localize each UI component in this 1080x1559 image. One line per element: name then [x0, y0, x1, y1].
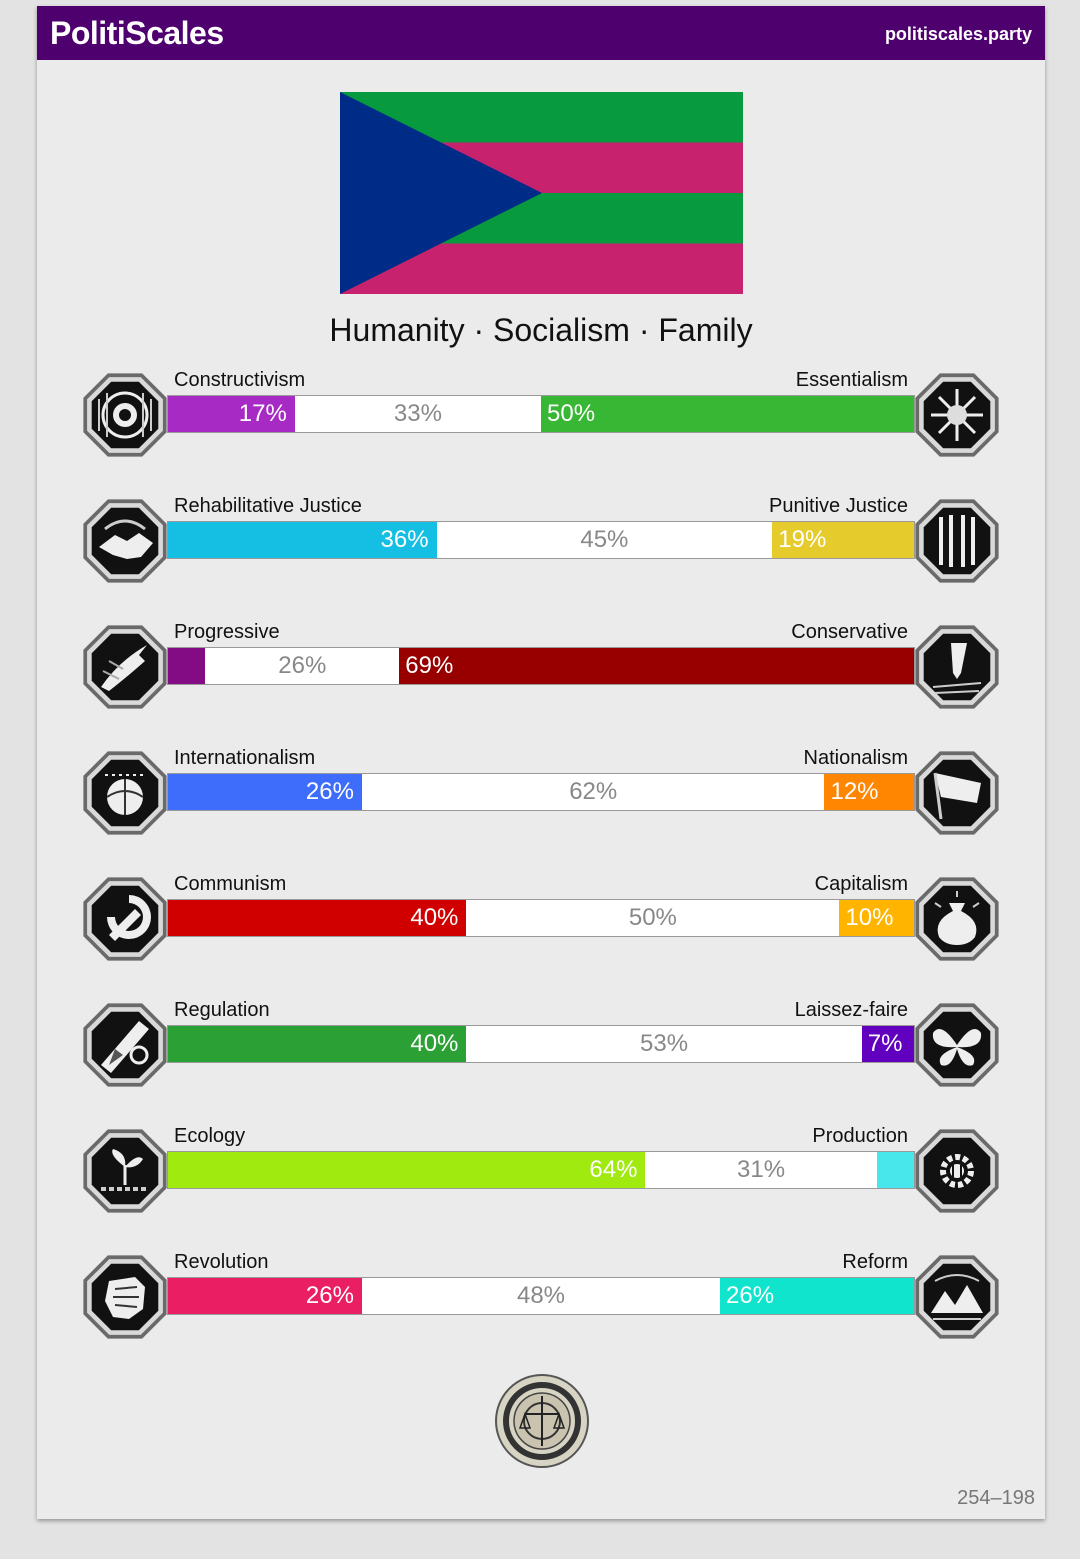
axis-right-label: Essentialism [795, 369, 908, 391]
axis-left-segment: 26% [168, 774, 362, 810]
axis-right-label: Conservative [791, 621, 908, 643]
axis-left-label: Revolution [174, 1251, 269, 1273]
axis-right-label: Production [812, 1125, 908, 1147]
axis-left-segment: 40% [168, 900, 466, 936]
axis-left-label: Progressive [174, 621, 280, 643]
axis-neutral-segment: 62% [569, 778, 618, 805]
axis-bar [167, 899, 915, 937]
butterfly-icon [911, 999, 1003, 1091]
prison-bars-icon [911, 495, 1003, 587]
app-title: PolitiScales [50, 15, 224, 51]
axis-internationalism-nationalism [79, 747, 1003, 843]
axis-left-label: Rehabilitative Justice [174, 495, 362, 517]
axis-left-segment: 40% [168, 1026, 466, 1062]
hammer-sickle-icon [79, 873, 171, 965]
axis-left-segment: 64% [168, 1152, 645, 1188]
axis-left-label: Ecology [174, 1125, 246, 1147]
axis-left-label: Constructivism [174, 369, 306, 391]
axis-bar [167, 1151, 915, 1189]
results-card [37, 6, 1045, 1519]
axis-progressive-conservative [79, 621, 1003, 717]
axis-left-label: Regulation [174, 999, 270, 1021]
axis-neutral-segment: 31% [737, 1156, 786, 1183]
axis-bar [167, 1025, 915, 1063]
sprout-icon [79, 1125, 171, 1217]
axis-ecology-production [79, 1125, 1003, 1221]
axis-communism-capitalism [79, 873, 1003, 969]
rocket-icon [79, 621, 171, 713]
axis-neutral-segment: 48% [516, 1282, 566, 1309]
axis-right-segment: 7% [862, 1026, 914, 1062]
ruler-icon [79, 999, 171, 1091]
axis-right-segment [877, 1152, 914, 1188]
axis-right-label: Punitive Justice [769, 495, 908, 517]
axis-right-label: Nationalism [803, 747, 908, 769]
flower-icon [911, 369, 1003, 461]
axis-right-segment: 26% [720, 1278, 914, 1314]
axis-bar [167, 773, 915, 811]
money-bag-icon [911, 873, 1003, 965]
politiscales-seal-icon [495, 1374, 589, 1468]
axis-neutral-segment: 26% [278, 652, 327, 679]
flag-icon [911, 747, 1003, 839]
axis-right-label: Laissez-faire [794, 999, 908, 1021]
axis-neutral-segment: 50% [628, 904, 677, 931]
axis-left-label: Communism [174, 873, 287, 895]
axis-left-segment: 36% [168, 522, 437, 558]
axis-bar [167, 647, 915, 685]
axis-right-segment: 10% [839, 900, 914, 936]
result-subtitle: Humanity · Socialism · Family [329, 312, 753, 348]
axis-right-segment: 69% [399, 648, 914, 684]
quill-icon [911, 621, 1003, 713]
header-bar [37, 6, 1045, 60]
axis-left-label: Internationalism [174, 747, 316, 769]
axis-right-segment: 50% [541, 396, 914, 432]
axis-right-label: Capitalism [814, 873, 908, 895]
globe-icon [79, 747, 171, 839]
result-code: 254–198 [957, 1487, 1035, 1509]
axis-bar [167, 395, 915, 433]
eye-icon [79, 369, 171, 461]
axis-revolution-reform [79, 1251, 1003, 1347]
axis-rehabilitative-punitive [79, 495, 1003, 591]
site-link[interactable]: politiscales.party [884, 24, 1032, 44]
axis-left-segment [168, 648, 205, 684]
axis-constructivism-essentialism [79, 369, 1003, 465]
axis-neutral-segment: 45% [580, 526, 629, 553]
axis-left-segment: 17% [168, 396, 295, 432]
axis-right-segment: 19% [772, 522, 914, 558]
axis-right-segment: 12% [824, 774, 914, 810]
axis-neutral-segment: 33% [393, 400, 442, 427]
handshake-icon [79, 495, 171, 587]
gear-icon [911, 1125, 1003, 1217]
fist-icon [79, 1251, 171, 1343]
axis-right-label: Reform [842, 1251, 908, 1273]
axis-left-segment: 26% [168, 1278, 362, 1314]
axis-regulation-laissezfaire [79, 999, 1003, 1095]
result-flag [340, 92, 743, 294]
axis-bar [167, 521, 915, 559]
landscape-icon [911, 1251, 1003, 1343]
axis-neutral-segment: 53% [640, 1030, 689, 1057]
axis-bar [167, 1277, 915, 1315]
